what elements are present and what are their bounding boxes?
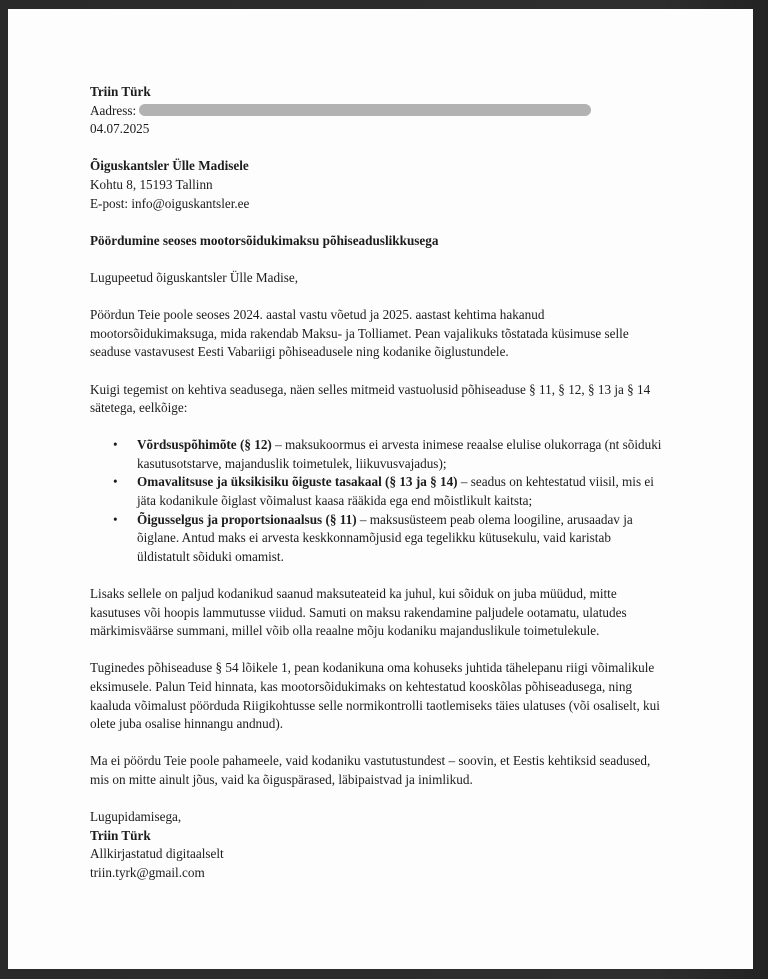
bullet-item-equality xyxy=(137,436,663,473)
bullet-item-balance xyxy=(137,473,663,510)
signature-block xyxy=(90,808,663,882)
bullet-title: Omavalitsuse ja üksikisiku õiguste tasakaal (§ 13 ja § 14) xyxy=(137,474,458,490)
recipient-street: Kohtu 8, 15193 Tallinn xyxy=(90,176,213,192)
letter-page xyxy=(8,9,753,969)
bullet-list xyxy=(90,436,663,566)
bullet-text: – maksukoormus ei arvesta inimese reaalse elulise olukorraga (nt sõiduki kasutusotstarve, majanduslik toimetulek, liikuvusvajadus); xyxy=(137,437,662,471)
paragraph-intro: Pöördun Teie poole seoses 2024. aastal vastu võetud ja 2025. aastast kehtima hakanud mootorsõidukimaksuga, mida rakendab Maksu- ja Tolliamet. Pean vajalikuks tõstatada küsimuse selle seaduse vastavusest Eesti Vabariigi põhiseadusele ning kodanike õiglustundele. xyxy=(90,307,629,360)
sender-address-line xyxy=(90,102,663,121)
bullet-title: Võrdsuspõhimõte (§ 12) xyxy=(137,437,272,453)
salutation: Lugupeetud õiguskantsler Ülle Madise, xyxy=(90,269,299,285)
paragraph-basis: Tuginedes põhiseaduse § 54 lõikele 1, pean kodanikuna oma kohuseks juhtida tähelepanu riigi võimalikule eksimusele. Palun Teid hinnata, kas mootorsõidukimaks on kehtestatud kooskõlas põhiseadusega, ning kaaluda võimalust pöörduda Riigikohtusse selle normikontrolli taotlemiseks täies ulatuses (või osaliselt, kui olete juba osalise hinnangu andnud). xyxy=(90,660,660,732)
valediction: Lugupidamisega, xyxy=(90,809,182,825)
recipient-block xyxy=(90,157,663,213)
bullet-item-clarity xyxy=(137,511,663,567)
signature-note: Allkirjastatud digitaalselt xyxy=(90,846,224,862)
bullet-title: Õigusselgus ja proportsionaalsus (§ 11) xyxy=(137,511,357,527)
subject-line: Pöördumine seoses mootorsõidukimaksu põhiseaduslikkusega xyxy=(90,232,439,248)
redaction-bar xyxy=(139,104,591,116)
paragraph-notices: Lisaks sellele on paljud kodanikud saanud maksuteateid ka juhul, kui sõiduk on juba müüdud, mitte kasutuses või hoopis lammutusse viidud. Samuti on maksu rakendamine paljudele ootamatu, ulatudes märkimisväärse summani, millel võib olla reaalne mõju kodaniku majanduslikule toimetulekule. xyxy=(90,586,627,639)
recipient-email: E-post: info@oiguskantsler.ee xyxy=(90,195,250,211)
sender-name: Triin Türk xyxy=(90,84,151,99)
signature-name: Triin Türk xyxy=(90,827,151,843)
sender-address-label: Aadress: xyxy=(90,102,137,118)
sender-block xyxy=(90,83,663,139)
paragraph-contradictions: Kuigi tegemist on kehtiva seadusega, näen selles mitmeid vastuolusid põhiseaduse § 11, § 12, § 13 ja § 14 sätetega, eelkõige: xyxy=(90,381,651,416)
bullet-text: – maksusüsteem peab olema loogiline, arusaadav ja õiglane. Antud maks ei arvesta keskkonnamõjusid ega tegelikku kütusekulu, vaid karistab üldistatult sõiduki omamist. xyxy=(137,511,633,564)
letter-date: 04.07.2025 xyxy=(90,121,150,137)
recipient-name: Õiguskantsler Ülle Madisele xyxy=(90,158,249,174)
paragraph-motivation: Ma ei pöördu Teie poole pahameele, vaid kodaniku vastutustundest – soovin, et Eestis kehtiksid seadused, mis on mitte ainult jõus, vaid ka õiguspärased, läbipaistvad ja inimlikud. xyxy=(90,753,651,787)
signature-email: triin.tyrk@gmail.com xyxy=(90,864,205,880)
bullet-text: – seadus on kehtestatud viisil, mis ei jäta kodanikule õiglast võimalust kaasa rääkida ega end mõistlikult kaitsta; xyxy=(137,474,654,509)
